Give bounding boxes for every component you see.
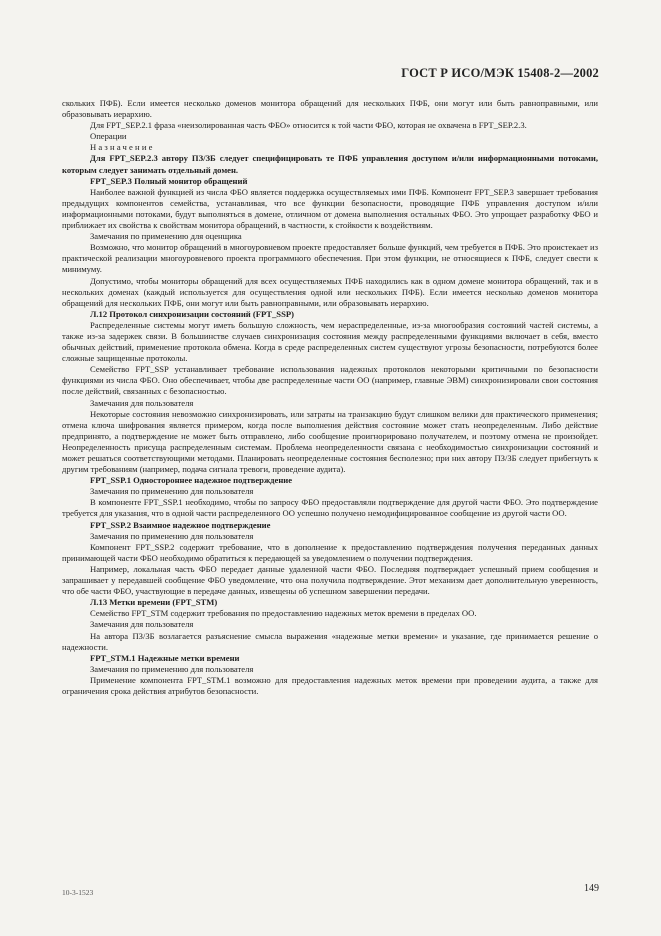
paragraph: Замечания по применению для оценщика: [90, 231, 242, 242]
document-body: [62, 98, 598, 697]
paragraph: Семейство FPT_STM содержит требования по предоставлению надежных меток времени в пределах ОО.: [90, 608, 477, 619]
paragraph: Замечания по применению для пользователя: [90, 486, 254, 497]
paragraph: Распределенные системы могут иметь большую сложность, чем нераспределенные, из-за многообразия состояний частей системы, а также из-за задержек связи. В большинстве случаев синхронизация состояния между распределенными функциями включает в себя, вместо обычных действий, применение протокола обмена. Когда в среде распределенных систем существуют угрозы безопасности, потребуются более сложные защищенные протоколы.: [62, 319, 598, 364]
paragraph: Наиболее важной функцией из числа ФБО является поддержка осуществляемых ими ПФБ. Компонент FPT_SEP.3 завершает требования предыдущих компонентов семейства, устанавливая, что все функции безопасности, проводящие ПФБ управления доступом и/или информационными потоками, будут выполняться в домене, отличном от домена выполнения остальных ФБО. Это упрощает разработку ФБО и приближает их свойства к свойствам монитора обращений, в частности, к стойкости к воздействиям.: [62, 186, 598, 231]
section-heading: FPT_STM.1 Надежные метки времени: [90, 652, 240, 663]
paragraph: Замечания по применению для пользователя: [90, 663, 254, 674]
paragraph: Семейство FPT_SSP устанавливает требование использования надежных протоколов некоторыми критичными по безопасности функциями из числа ФБО. Оно обеспечивает, чтобы две распределенные части ОО (например, главные ЭВМ) синхронизировали свои состояния после действий, связанных с безопасностью.: [62, 364, 598, 397]
paragraph: В компоненте FPT_SSP.1 необходимо, чтобы по запросу ФБО предоставляли подтверждение для другой части ФБО. Это подтверждение требуется для указания, что в одной части распределенного ОО успешно получено немодифицированное сообщение из другой части ОО.: [62, 497, 598, 519]
paragraph: Назначение: [90, 142, 155, 153]
paragraph: скольких ПФБ). Если имеется несколько доменов монитора обращений для нескольких ПФБ, они могут или быть равноправными, или образовывать иерархию.: [62, 98, 598, 120]
paragraph: Операции: [90, 131, 127, 142]
section-heading: FPT_SSP.1 Одностороннее надежное подтверждение: [90, 475, 293, 486]
paragraph: Допустимо, чтобы мониторы обращений для всех осуществляемых ПФБ находились как в одном домене монитора обращений, так и в нескольких доменах (каждый используется для осуществления одной или нескольких ПФБ). Если имеется несколько доменов монитора обращений для нескольких ПФБ, они могут или быть равноправными, или образовывать иерархию.: [62, 275, 598, 308]
section-heading: Л.12 Протокол синхронизации состояний (FPT_SSP): [90, 308, 294, 319]
paragraph: Некоторые состояния невозможно синхронизировать, или затраты на транзакцию будут слишком велики для практического применения; отмена ключа шифрования является примером, когда после выполнения действия состояние может стать неопределенным. Либо действие предпринято, а подтверждение не может быть отправлено, либо сообщение проигнорировано получателем, и поэтому отмена не произойдет. Неопределенность присуща распределенным системам. Проблема неопределенности связана с необходимостью синхронизации состояний и может решаться соответствующими методами. Планировать неопределенные состояния бесполезно; при них автору ПЗ/ЗБ следует прибегнуть к другим требованиям (например, подача сигнала тревоги, проведение аудита).: [62, 408, 598, 475]
paragraph: Замечания по применению для пользователя: [90, 530, 254, 541]
paragraph: Применение компонента FPT_STM.1 возможно для предоставления надежных меток времени при проведении аудита, а также для ограничения срока действия атрибутов безопасности.: [62, 674, 598, 696]
paragraph: На автора ПЗ/ЗБ возлагается разъяснение смысла выражения «надежные метки времени» и указание, где принимается решение о надежности.: [62, 630, 598, 652]
print-code: 10-3-1523: [62, 888, 94, 897]
standard-header: ГОСТ Р ИСО/МЭК 15408-2—2002: [401, 66, 599, 80]
paragraph: Замечания для пользователя: [90, 397, 194, 408]
paragraph: Замечания для пользователя: [90, 619, 194, 630]
section-heading: FPT_SEP.3 Полный монитор обращений: [90, 175, 248, 186]
paragraph: Компонент FPT_SSP.2 содержит требование, что в дополнение к предоставлению подтверждения получения переданных данных принимающей части ФБО необходимо обратиться к передающей за уведомлением о получении подтверждения.: [62, 541, 598, 563]
section-heading: Для FPT_SEP.2.3 автору ПЗ/ЗБ следует специфицировать те ПФБ управления доступом и/или информационными потоками, которым следует занимать отдельный домен.: [62, 153, 598, 175]
paragraph: Например, локальная часть ФБО передает данные удаленной части ФБО. Последняя подтверждает успешный прием сообщения и запрашивает у передавшей сообщение ФБО уведомление, что она получила подтверждение. Этот механизм дает дополнительную уверенность, что обе части ФБО, участвующие в передаче данных, извещены об успешном завершении передачи.: [62, 563, 598, 597]
page-number: 149: [584, 883, 599, 894]
section-heading: FPT_SSP.2 Взаимное надежное подтверждение: [90, 519, 271, 530]
paragraph: Возможно, что монитор обращений в многоуровневом проекте предоставляет больше функций, чем требуется в ПФБ. Это проистекает из практической реализации многоуровневого проекта программного обеспечения. При этом функции, не относящиеся к ПФБ, следует свести к минимуму.: [62, 242, 598, 275]
paragraph: Для FPT_SEP.2.1 фраза «неизолированная часть ФБО» относится к той части ФБО, которая не охвачена в FPT_SEP.2.3.: [90, 120, 527, 131]
section-heading: Л.13 Метки времени (FPT_STM): [90, 597, 218, 608]
